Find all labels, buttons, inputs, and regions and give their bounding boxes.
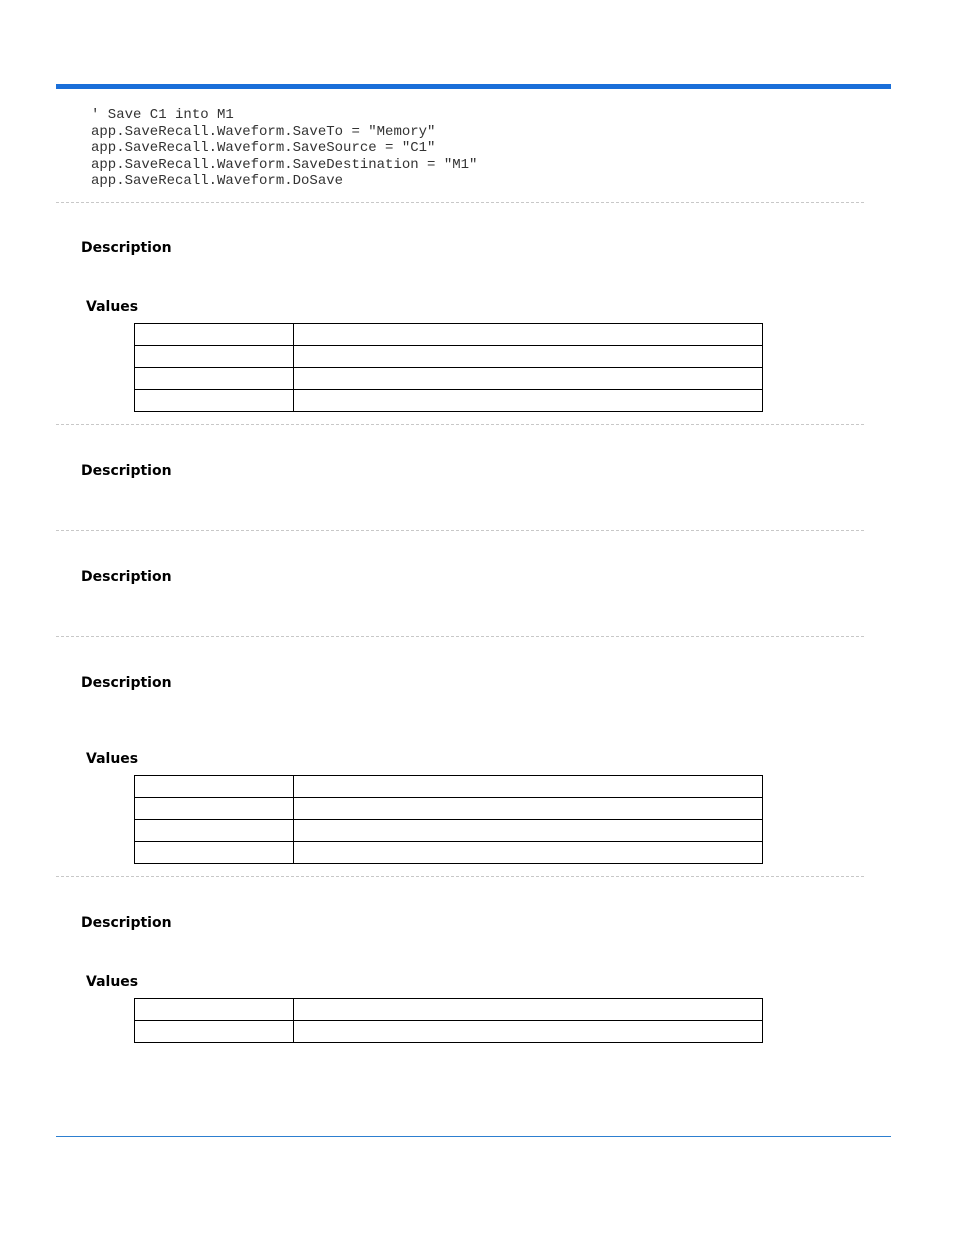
table-cell xyxy=(135,346,294,368)
values-table xyxy=(134,998,763,1043)
code-line: app.SaveRecall.Waveform.SaveSource = "C1" xyxy=(91,140,436,157)
table-row xyxy=(135,999,763,1021)
description-heading: Description xyxy=(81,463,172,479)
table-cell xyxy=(135,324,294,346)
table-row xyxy=(135,820,763,842)
table-cell xyxy=(294,999,763,1021)
values-table xyxy=(134,775,763,864)
table-row xyxy=(135,798,763,820)
table-cell xyxy=(135,368,294,390)
table-row xyxy=(135,368,763,390)
values-heading: Values xyxy=(86,974,139,990)
values-heading: Values xyxy=(86,751,139,767)
code-line: ' Save C1 into M1 xyxy=(91,107,234,123)
table-cell xyxy=(294,390,763,412)
values-heading: Values xyxy=(86,299,139,315)
table-row xyxy=(135,324,763,346)
table-cell xyxy=(135,798,294,820)
table-row xyxy=(135,1021,763,1043)
table-cell xyxy=(135,842,294,864)
values-table xyxy=(134,323,763,412)
header-rule xyxy=(56,84,891,89)
footer-rule xyxy=(56,1136,891,1137)
table-cell xyxy=(294,842,763,864)
table-cell xyxy=(294,776,763,798)
description-heading: Description xyxy=(81,240,172,256)
table-cell xyxy=(135,390,294,412)
table-cell xyxy=(135,1021,294,1043)
section-separator xyxy=(56,202,864,203)
table-cell xyxy=(135,820,294,842)
table-cell xyxy=(294,820,763,842)
description-heading: Description xyxy=(81,569,172,585)
code-example xyxy=(91,107,477,190)
table-row xyxy=(135,842,763,864)
section-separator xyxy=(56,636,864,637)
table-cell xyxy=(294,324,763,346)
table-cell xyxy=(135,999,294,1021)
table-cell xyxy=(294,798,763,820)
description-heading: Description xyxy=(81,915,172,931)
table-cell xyxy=(294,1021,763,1043)
table-cell xyxy=(294,368,763,390)
code-line: app.SaveRecall.Waveform.SaveTo = "Memory" xyxy=(91,123,436,140)
table-row xyxy=(135,390,763,412)
table-row xyxy=(135,346,763,368)
section-separator xyxy=(56,876,864,877)
code-line: app.SaveRecall.Waveform.DoSave xyxy=(91,173,344,190)
table-cell xyxy=(294,346,763,368)
table-cell xyxy=(135,776,294,798)
description-heading: Description xyxy=(81,675,172,691)
section-separator xyxy=(56,424,864,425)
code-line: app.SaveRecall.Waveform.SaveDestination = "M1" xyxy=(91,156,478,173)
table-row xyxy=(135,776,763,798)
section-separator xyxy=(56,530,864,531)
